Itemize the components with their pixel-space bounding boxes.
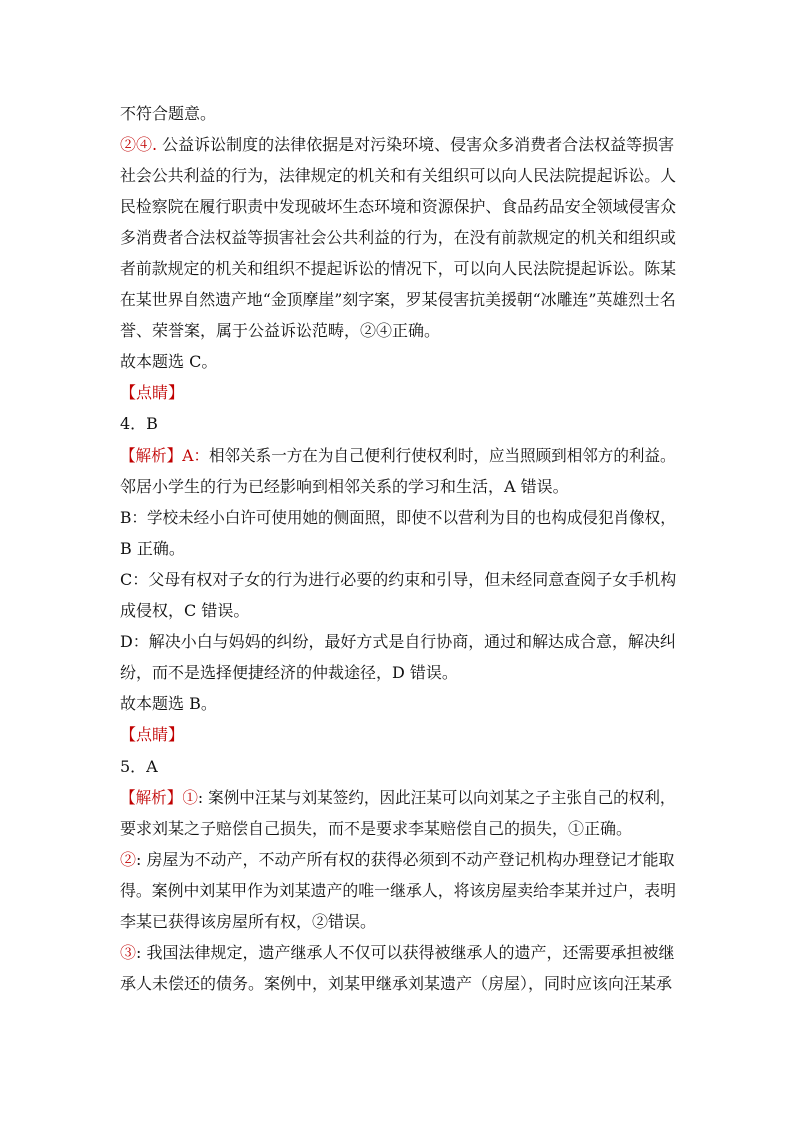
line-text: 社会公共利益的行为，法律规定的机关和有关组织可以向人民法院提起诉讼。人: [120, 166, 677, 185]
text-line: [120, 788, 675, 808]
line-text: 者前款规定的机关和组织不提起诉讼的情况下，可以向人民法院提起诉讼。陈某: [120, 259, 677, 278]
text-line: [120, 725, 184, 745]
text-line: [120, 632, 676, 652]
text-line: [120, 166, 676, 186]
text-line: [120, 539, 185, 559]
line-text: 要求刘某之子赔偿自己损失，而不是要求李某赔偿自己的损失，①正确。: [120, 819, 633, 838]
marker: 【点睛】: [120, 383, 185, 402]
line-text: B 正确。: [120, 539, 185, 558]
marker: ②④.: [120, 135, 158, 154]
line-text: 民检察院在履行职责中发现破坏生态环境和资源保护、食品药品安全领域侵害众: [120, 197, 677, 216]
marker: ③: [120, 943, 137, 962]
line-text: 承人未偿还的债务。案例中，刘某甲继承刘某遗产（房屋），同时应该向汪某承: [120, 974, 673, 993]
text-line: [120, 570, 676, 590]
text-line: [120, 757, 158, 777]
text-line: [120, 290, 676, 310]
text-line: [120, 663, 458, 683]
text-line: [120, 601, 249, 621]
line-text: 4．B: [120, 414, 158, 433]
line-text: : 我国法律规定，遗产继承人不仅可以获得被继承人的遗产，还需要承担被继: [136, 943, 675, 962]
line-text: 故本题选 C。: [120, 352, 218, 371]
line-text: 成侵权，C 错误。: [120, 601, 250, 620]
line-text: B：学校未经小白许可使用她的侧面照，即使不以营利为目的也构成侵犯肖像权，: [120, 508, 676, 527]
text-line: [120, 477, 569, 497]
marker: ②: [120, 850, 137, 869]
text-line: [120, 228, 676, 248]
text-line: [120, 197, 676, 217]
line-text: D：解决小白与妈妈的纠纷，最好方式是自行协商，通过和解达成合意，解决纠: [120, 632, 676, 651]
line-text: 5．A: [120, 757, 158, 776]
line-text: 纷，而不是选择便捷经济的仲裁途径，D 错误。: [120, 663, 458, 682]
line-text: C：父母有权对子女的行为进行必要的约束和引导，但未经同意查阅子女手机构: [120, 570, 677, 589]
text-line: [120, 850, 675, 870]
text-line: [120, 259, 676, 279]
marker: 【解析】A：: [120, 446, 209, 465]
line-text: 得。案例中刘某甲作为刘某遗产的唯一继承人，将该房屋卖给李某并过户，表明: [120, 881, 677, 900]
line-text: 公益诉讼制度的法律依据是对污染环境、侵害众多消费者合法权益等损害: [157, 135, 675, 154]
text-line: [120, 881, 676, 901]
text-line: [120, 352, 217, 372]
text-line: [120, 321, 440, 341]
text-line: [120, 974, 672, 994]
line-text: 李某已获得该房屋所有权，②错误。: [120, 912, 377, 931]
line-text: 相邻关系一方在为自己便利行使权利时，应当照顾到相邻方的利益。: [208, 446, 676, 465]
text-line: [120, 104, 217, 124]
line-text: 多消费者合法权益等损害社会公共利益的行为，在没有前款规定的机关和组织或: [120, 228, 677, 247]
line-text: : 房屋为不动产，不动产所有权的获得必须到不动产登记机构办理登记才能取: [136, 850, 675, 869]
line-text: : 案例中汪某与刘某签约，因此汪某可以向刘某之子主张自己的权利，: [197, 788, 676, 807]
text-line: [120, 819, 632, 839]
line-text: 不符合题意。: [120, 104, 217, 123]
marker: 【点睛】: [120, 725, 185, 744]
text-line: [120, 943, 675, 963]
text-line: [120, 414, 158, 434]
line-text: 在某世界自然遗产地“金顶摩崖”刻字案，罗某侵害抗美援朝“冰雕连”英雄烈士名: [120, 290, 676, 309]
line-text: 邻居小学生的行为已经影响到相邻关系的学习和生活，A 错误。: [120, 477, 569, 496]
text-line: [120, 135, 674, 155]
text-line: [120, 508, 676, 528]
marker: 【解析】①: [120, 788, 198, 807]
text-line: [120, 446, 676, 466]
text-line: [120, 912, 376, 932]
line-text: 誉、荣誉案，属于公益诉讼范畴，②④正确。: [120, 321, 441, 340]
text-line: [120, 383, 184, 403]
line-text: 故本题选 B。: [120, 694, 217, 713]
text-line: [120, 694, 217, 714]
